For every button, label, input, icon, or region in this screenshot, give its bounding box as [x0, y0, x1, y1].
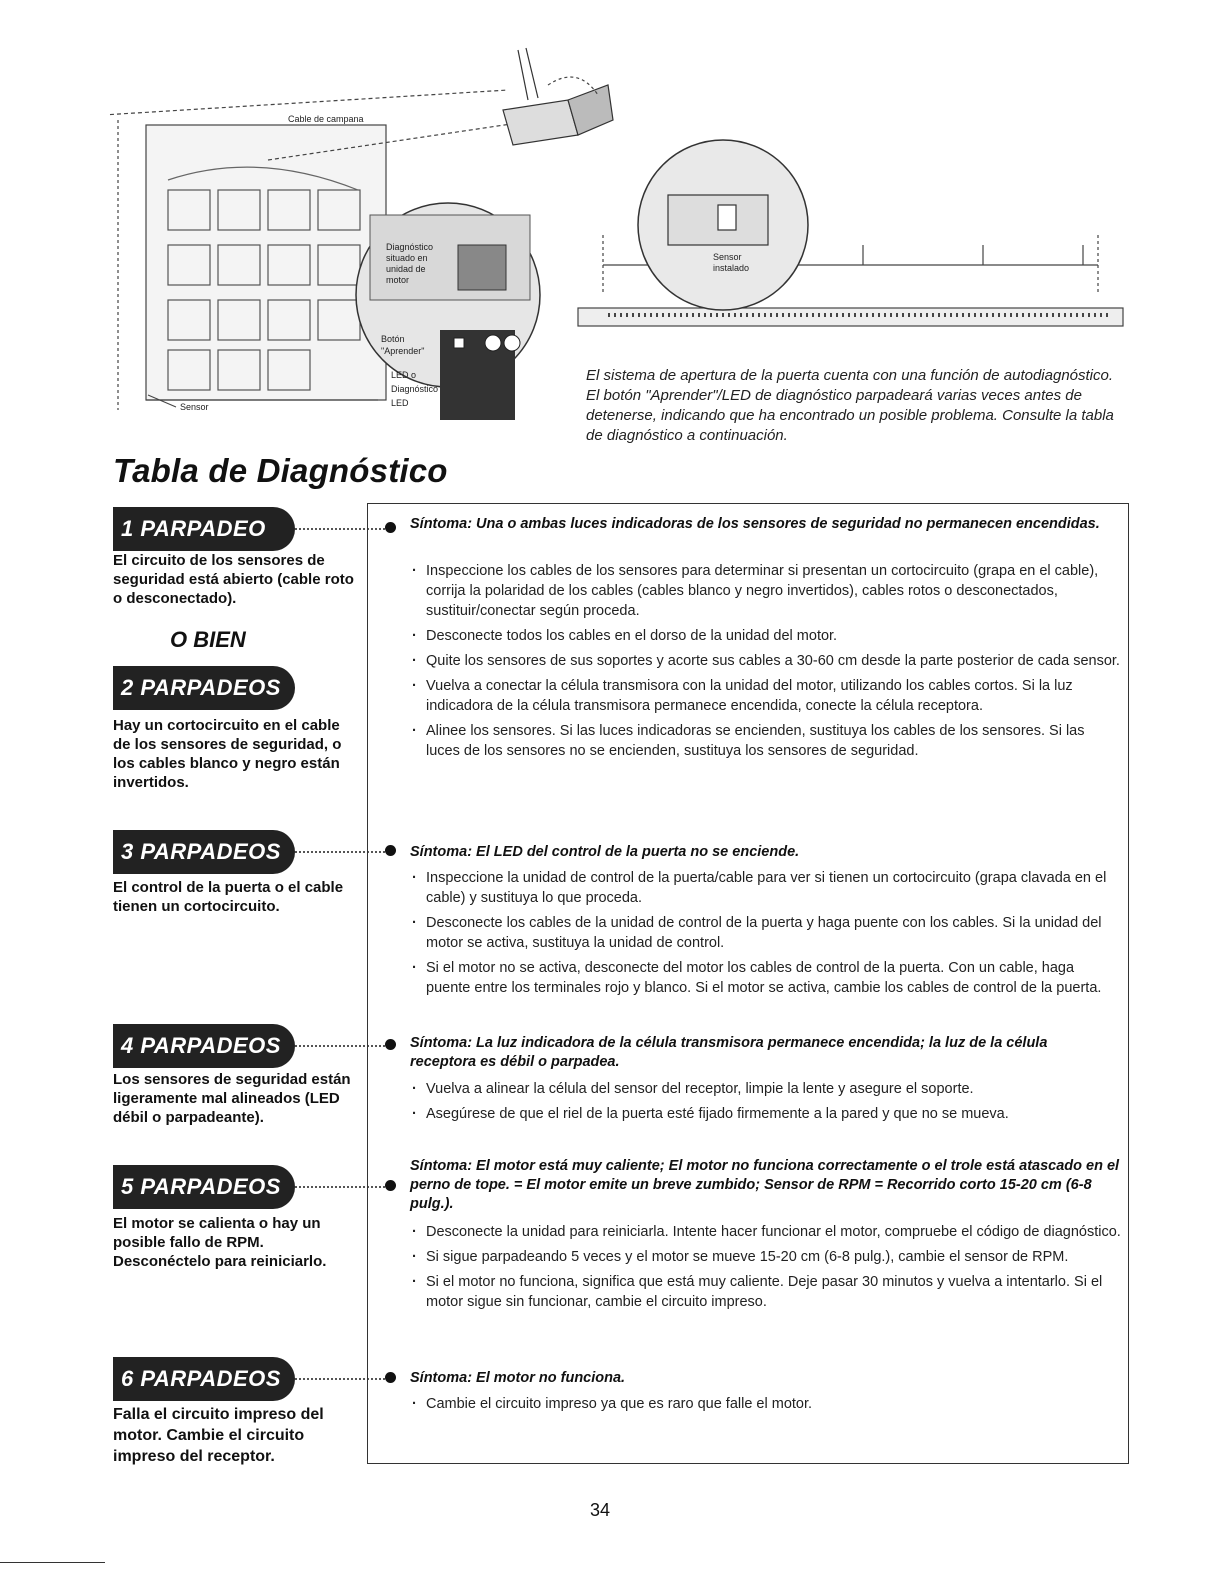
badge-6-blinks: 6 PARPADEOS [113, 1357, 295, 1401]
badge-3-blinks: 3 PARPADEOS [113, 830, 295, 874]
svg-text:Diagnóstico: Diagnóstico [391, 384, 439, 394]
svg-text:LED: LED [391, 398, 409, 408]
symptom-1-list [410, 561, 1122, 766]
symptom-5-list [410, 1394, 1122, 1419]
condition-5: El motor se calienta o hay un posible fallo de RPM. Desconéctelo para reiniciarlo. [113, 1215, 327, 1270]
list-item: · Si el motor no funciona, significa que está muy caliente. Deje pasar 30 minutos y vuelva a intentarlo. Si el motor sigue sin funcionar, cambie el circuito impreso. [410, 1272, 1122, 1312]
svg-text:motor: motor [386, 275, 410, 285]
symptom-3-list [410, 1079, 1122, 1129]
list-item: · Si sigue parpadeando 5 veces y el motor se mueve 15-20 cm (6-8 pulg.), cambie el sensor de RPM. [410, 1247, 1122, 1267]
garage-door-drawing [108, 48, 613, 410]
svg-text:unidad de: unidad de [386, 264, 426, 274]
condition-1: El circuito de los sensores de seguridad está abierto (cable roto o desconectado). [113, 552, 354, 607]
list-item: · Vuelva a conectar la célula transmisora con la unidad del motor, utilizando los cables cortos. Si la luz indicadora de la célula transmisora permanece encendida, conecte la célula receptora. [410, 676, 1122, 716]
badge-4-blinks: 4 PARPADEOS [113, 1024, 295, 1068]
list-item: · Asegúrese de que el riel de la puerta esté fijado firmemente a la pared y que no se mueva. [410, 1104, 1122, 1124]
badge-5-blinks: 5 PARPADEOS [113, 1165, 295, 1209]
sensor-label: Sensor [180, 402, 209, 412]
svg-text:Botón: Botón [381, 334, 405, 344]
list-item: · Desconecte todos los cables en el dorso de la unidad del motor. [410, 626, 1122, 646]
condition-4: Los sensores de seguridad están ligeramente mal alineados (LED débil o parpadeante). [113, 1071, 351, 1126]
svg-text:instalado: instalado [713, 263, 750, 273]
list-item: · Inspeccione la unidad de control de la puerta/cable para ver si tienen un cortocircuito (grapa clavada en el cable) y sustituya lo que proceda. [410, 868, 1122, 908]
svg-text:situado en: situado en [386, 253, 428, 263]
symptom-4-list [410, 1222, 1122, 1317]
symptom-1-title: Síntoma: Una o ambas luces indicadoras de los sensores de seguridad no permanecen encendidas. [410, 516, 1100, 532]
badge-1-blink: 1 PARPADEO [113, 507, 295, 551]
footer-rule [0, 1562, 105, 1563]
page-number: 34 [590, 1500, 611, 1520]
list-item: · Cambie el circuito impreso ya que es raro que falle el motor. [410, 1394, 1122, 1414]
symptom-4-title: Síntoma: El motor está muy caliente; El motor no funciona correctamente o el trole está atascado en el perno de tope. = El motor emite un breve zumbido; Sensor de RPM = Recorrido corto 15-20 cm (6-8 pulg.). [410, 1158, 1120, 1212]
list-item: · Desconecte la unidad para reiniciarla. Intente hacer funcionar el motor, compruebe el código de diagnóstico. [410, 1222, 1122, 1242]
list-item: · Si el motor no se activa, desconecte del motor los cables de control de la puerta. Con un cable, haga puente entre los terminales rojo y blanco. Si el motor se activa, cambie los cables de control de la puerta. [410, 958, 1122, 998]
svg-text:Diagnóstico: Diagnóstico [386, 242, 434, 252]
svg-text:Sensor: Sensor [713, 252, 742, 262]
symptom-2-list [410, 868, 1122, 1003]
list-item: · Alinee los sensores. Si las luces indicadoras se encienden, sustituya los cables de los sensores. Si las luces de los sensores no se encienden, sustituya los sensores de seguridad. [410, 721, 1122, 761]
svg-text:LED o: LED o [391, 370, 417, 380]
or-label: O BIEN [170, 627, 246, 652]
intro-paragraph: El sistema de apertura de la puerta cuenta con una función de autodiagnóstico. El botón "Aprender"/LED de diagnóstico parpadeará varias veces antes de detenerse, indicando que ha encontrado un posible problema. Consulte la tabla de diagnóstico a continuación. [586, 367, 1114, 444]
badge-2-blinks: 2 PARPADEOS [113, 666, 295, 710]
condition-2: Hay un cortocircuito en el cable de los sensores de seguridad, o los cables blanco y negro están invertidos. [113, 717, 342, 791]
svg-text:"Aprender": "Aprender" [381, 346, 425, 356]
symptom-5-title: Síntoma: El motor no funciona. [410, 1370, 626, 1386]
list-item: · Quite los sensores de sus soportes y acorte sus cables a 30-60 cm desde la parte posterior de cada sensor. [410, 651, 1122, 671]
page-title: Tabla de Diagnóstico [113, 452, 448, 489]
sensor-floor-drawing [578, 140, 1123, 326]
list-item: · Desconecte los cables de la unidad de control de la puerta y haga puente con los cables. Si la unidad del motor se activa, sustituya la unidad de control. [410, 913, 1122, 953]
pull-cord-label: Cable de campana [288, 114, 364, 124]
symptom-2-title: Síntoma: El LED del control de la puerta no se enciende. [410, 844, 800, 860]
symptom-3-title: Síntoma: La luz indicadora de la célula transmisora permanece encendida; la luz de la célula receptora es débil o parpadea. [410, 1035, 1048, 1070]
condition-6: Falla el circuito impreso del motor. Cambie el circuito impreso del receptor. [113, 1406, 324, 1465]
condition-3: El control de la puerta o el cable tienen un cortocircuito. [113, 879, 344, 915]
list-item: · Vuelva a alinear la célula del sensor del receptor, limpie la lente y asegure el soporte. [410, 1079, 1122, 1099]
list-item: · Inspeccione los cables de los sensores para determinar si presentan un cortocircuito (grapa en el cable), corrija la polaridad de los cables (cables blanco y negro invertidos), cables rotos o desconectados, sustituir/conectar según proceda. [410, 561, 1122, 621]
